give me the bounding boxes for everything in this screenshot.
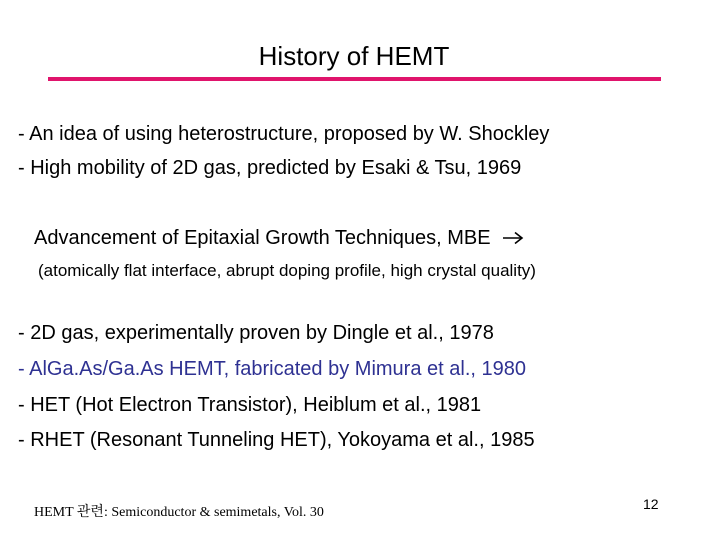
bullet-esaki-tsu: - High mobility of 2D gas, predicted by Esaki & Tsu, 1969 (18, 157, 522, 179)
bullet-yokoyama: - RHET (Resonant Tunneling HET), Yokoyama et al., 1985 (18, 429, 535, 451)
mbe-advancement-text: Advancement of Epitaxial Growth Techniques, MBE (34, 227, 491, 249)
page-number: 12 (643, 496, 659, 512)
footer-reference: HEMT 관련: Semiconductor & semimetals, Vol. 30 (34, 505, 324, 520)
slide-title: History of HEMT (258, 41, 450, 71)
bullet-mimura: - AlGa.As/Ga.As HEMT, fabricated by Mimura et al., 1980 (18, 358, 526, 380)
bullet-shockley: - An idea of using heterostructure, proposed by W. Shockley (18, 123, 550, 145)
title-underline (48, 77, 661, 81)
bullet-heiblum: - HET (Hot Electron Transistor), Heiblum et al., 1981 (18, 394, 482, 416)
mbe-details: (atomically flat interface, abrupt doping profile, high crystal quality) (38, 261, 536, 280)
mbe-advancement-line (34, 225, 524, 252)
bullet-dingle: - 2D gas, experimentally proven by Dingle et al., 1978 (18, 322, 494, 344)
arrow-right-icon (502, 226, 524, 252)
